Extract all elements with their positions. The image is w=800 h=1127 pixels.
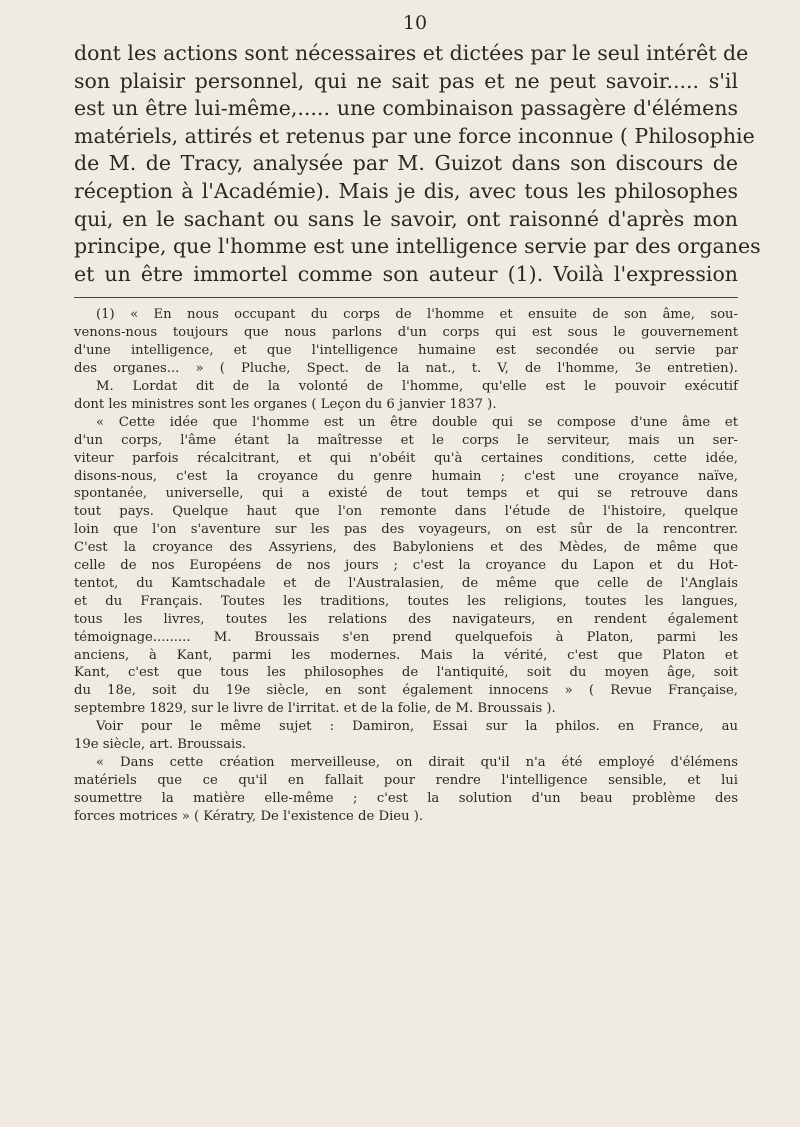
footnote-line: soumettre la matière elle-même ; c'est la solution d'un beau problème des [74, 790, 738, 806]
footnote-line: disons-nous, c'est la croyance du genre humain ; c'est une croyance naïve, [74, 468, 738, 484]
body-line: son plaisir personnel, qui ne sait pas et ne peut savoir..... s'il [74, 68, 738, 93]
footnote-line: d'une intelligence, et que l'intelligence humaine est secondée ou servie par [74, 343, 738, 359]
body-line: principe, que l'homme est une intelligence servie par des organes [74, 234, 761, 259]
footnote-line: venons-nous toujours que nous parlons d'un corps qui est sous le gouvernement [74, 325, 738, 341]
footnote-line: d'un corps, l'âme étant la maîtresse et le corps le serviteur, mais un ser- [74, 432, 738, 448]
footnote-separator [74, 297, 738, 298]
footnote-line: tous les livres, toutes les relations des navigateurs, en rendent également [74, 611, 738, 627]
body-line: et un être immortel comme son auteur (1). Voilà l'expression [74, 261, 738, 286]
footnote-line: du 18e, soit du 19e siècle, en sont également innocens » ( Revue Française, [74, 683, 738, 699]
body-line: de M. de Tracy, analysée par M. Guizot dans son discours de [74, 151, 738, 176]
footnote-line: des organes... » ( Pluche, Spect. de la nat., t. V, de l'homme, 3e entretien). [74, 361, 738, 377]
footnote-line: tentot, du Kamtschadale et de l'Australasien, de même que celle de l'Anglais [74, 575, 738, 591]
footnote-line: Kant, c'est que tous les philosophes de l'antiquité, soit du moyen âge, soit [74, 665, 738, 681]
body-line: matériels, attirés et retenus par une force inconnue ( Philosophie [74, 123, 755, 148]
body-text [74, 40, 761, 288]
footnote-line: dont les ministres sont les organes ( Leçon du 6 janvier 1837 ). [74, 396, 497, 412]
footnote-line: forces motrices » ( Kératry, De l'existence de Dieu ). [74, 808, 424, 824]
page-number: 10 [402, 12, 428, 34]
footnote-line: viteur parfois récalcitrant, et qui n'obéit qu'à certaines conditions, cette idée, [74, 450, 738, 466]
footnote-line: celle de nos Européens de nos jours ; c'est la croyance du Lapon et du Hot- [74, 558, 738, 574]
body-line: qui, en le sachant ou sans le savoir, ont raisonné d'après mon [74, 206, 738, 231]
footnote-line: « Dans cette création merveilleuse, on dirait qu'il n'a été employé d'élémens [96, 755, 738, 770]
footnote-line: « Cette idée que l'homme est un être double qui se compose d'une âme et [96, 414, 738, 430]
footnote-line: Voir pour le même sujet : Damiron, Essai sur la philos. en France, au [96, 719, 738, 735]
footnote-line: (1) « En nous occupant du corps de l'homme et ensuite de son âme, sou- [96, 307, 738, 323]
footnote-line: C'est la croyance des Assyriens, des Babyloniens et des Mèdes, de même que [74, 540, 738, 556]
footnote-line: témoignage......... M. Broussais s'en prend quelquefois à Platon, parmi les [74, 629, 738, 645]
footnote-line: loin que l'on s'aventure sur les pas des voyageurs, on est sûr de la rencontrer. [74, 522, 738, 538]
footnote-line: tout pays. Quelque haut que l'on remonte dans l'étude de l'histoire, quelque [74, 504, 738, 520]
footnote-line: et du Français. Toutes les traditions, toutes les religions, toutes les langues, [74, 593, 738, 609]
body-line: réception à l'Académie). Mais je dis, avec tous les philosophes [74, 178, 738, 203]
footnote-line: septembre 1829, sur le livre de l'irritat. et de la folie, de M. Broussais ). [74, 701, 556, 717]
footnote-line: spontanée, universelle, qui a existé de tout temps et qui se retrouve dans [74, 486, 738, 502]
footnote-line: 19e siècle, art. Broussais. [74, 737, 247, 753]
body-line: est un être lui-même,..... une combinaison passagère d'élémens [74, 96, 738, 121]
footnote-line: matériels que ce qu'il en fallait pour rendre l'intelligence sensible, et lui [74, 772, 738, 788]
footnotes [74, 306, 738, 825]
footnote-line: M. Lordat dit de la volonté de l'homme, qu'elle est le pouvoir exécutif [96, 378, 738, 394]
body-line: dont les actions sont nécessaires et dictées par le seul intérêt de [74, 41, 749, 65]
footnote-line: anciens, à Kant, parmi les modernes. Mais la vérité, c'est que Platon et [74, 647, 738, 663]
